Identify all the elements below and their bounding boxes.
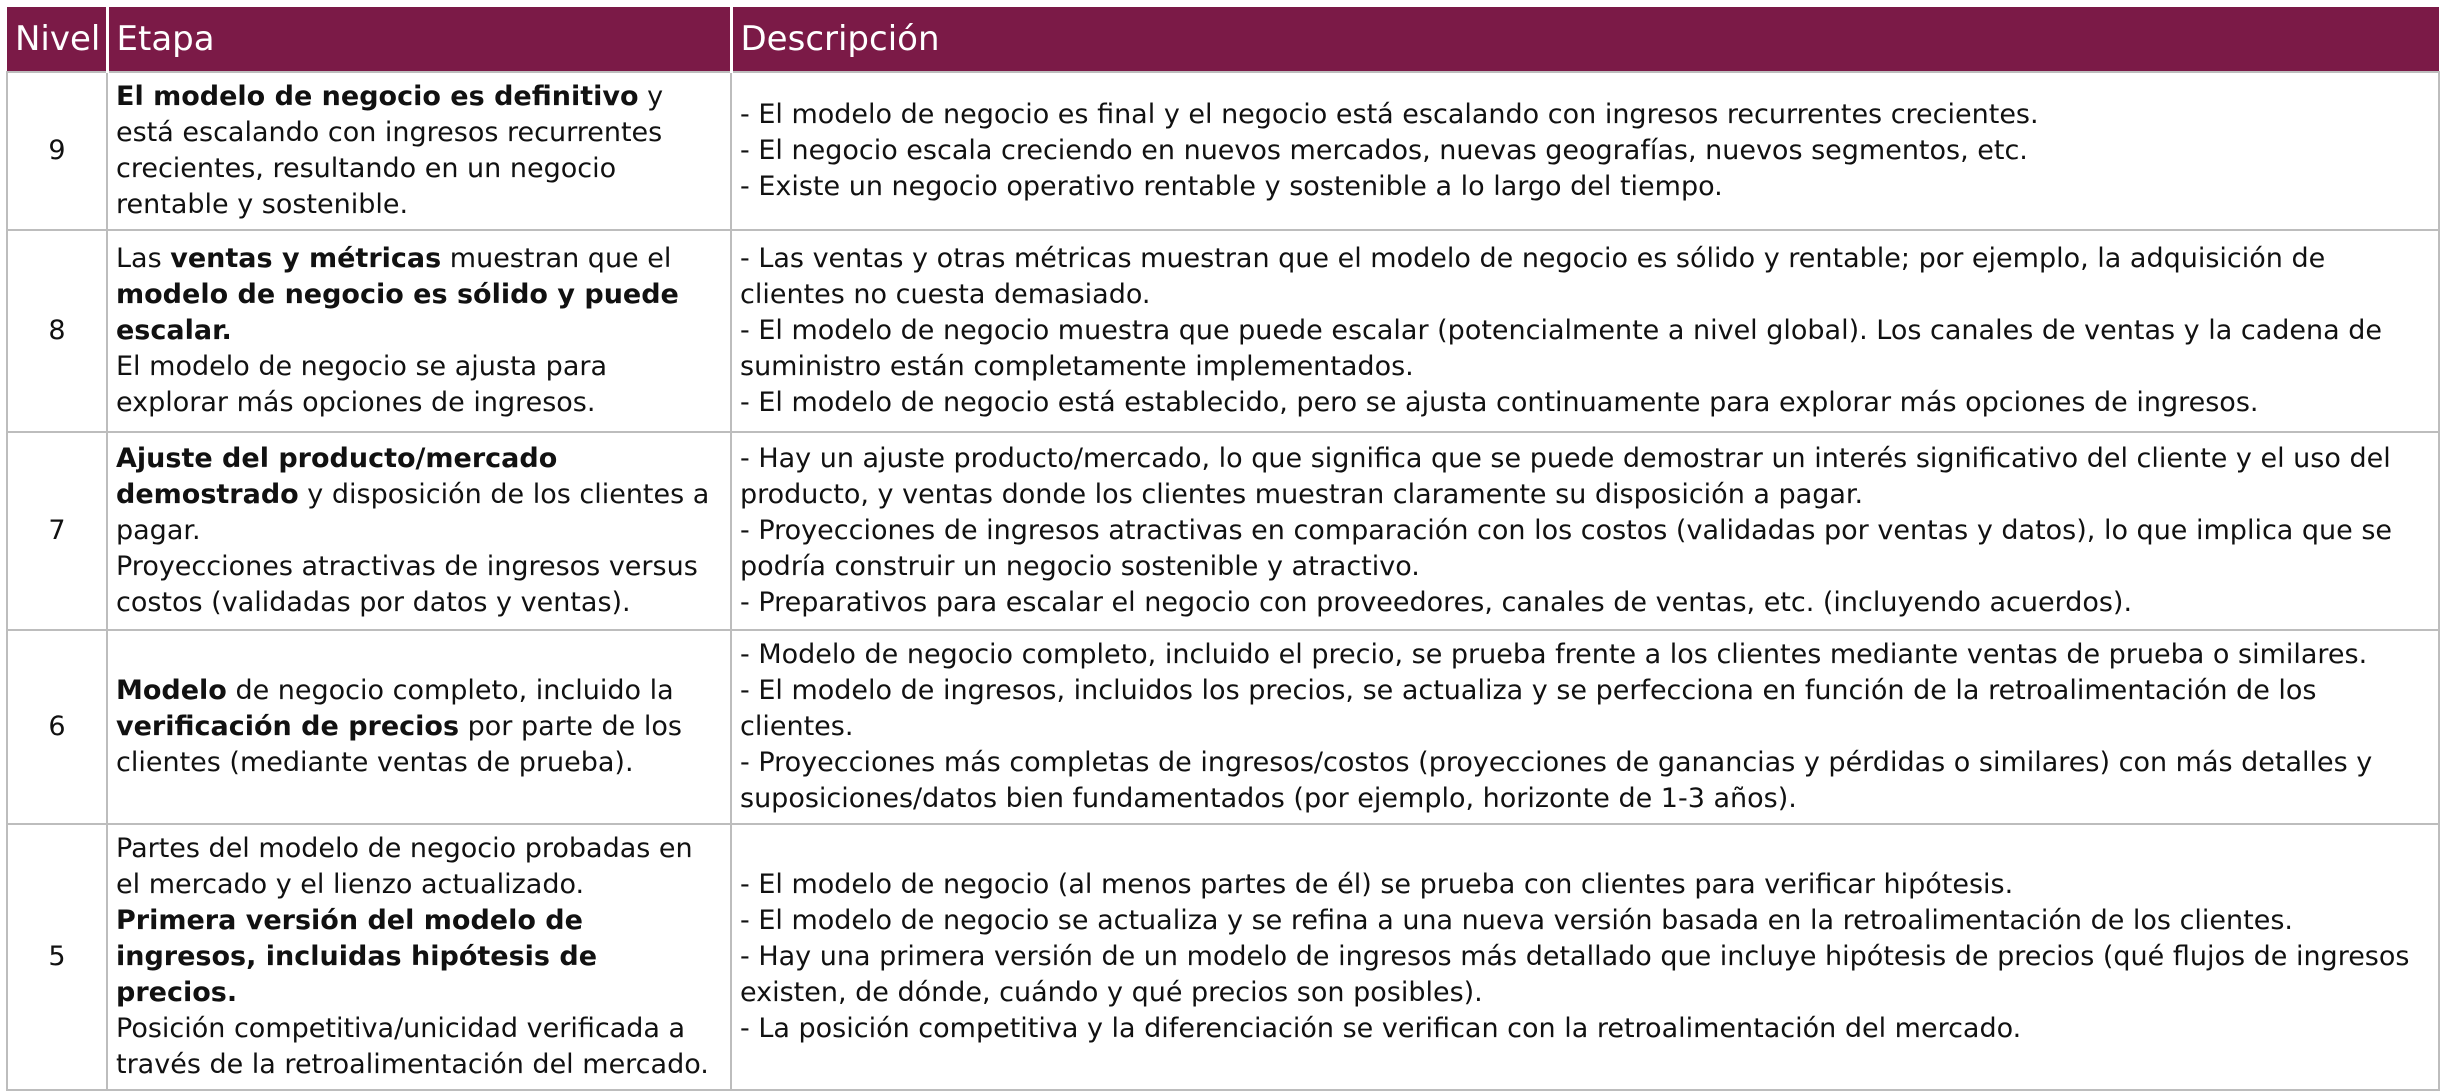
- stage-text: Posición competitiva/unicidad verificada a través de la retroalimentación del mercado.: [116, 1013, 709, 1080]
- stage-segment: [116, 831, 724, 903]
- description-cell: [731, 432, 2439, 630]
- description-cell: [731, 630, 2439, 824]
- stage-segment: [116, 1011, 724, 1083]
- stage-segment: [116, 673, 724, 709]
- stage-cell: [107, 824, 731, 1090]
- header-description: Descripción: [731, 7, 2439, 72]
- stage-text: por parte de los clientes (mediante ventas de prueba).: [116, 711, 682, 778]
- table-header-row: [7, 7, 2439, 72]
- stage-segment: [116, 241, 724, 277]
- table-row: [7, 72, 2439, 230]
- stage-cell: [107, 432, 731, 630]
- stage-text: y disposición de los clientes a pagar.: [116, 479, 710, 546]
- table-body: [7, 72, 2439, 1090]
- stage-segment: [116, 277, 724, 349]
- stage-segment: [116, 549, 724, 621]
- description-line: - La posición competitiva y la diferenciación se verifican con la retroalimentación del mercado.: [740, 1013, 2022, 1044]
- stage-segment: [116, 903, 724, 1011]
- table-row: [7, 630, 2439, 824]
- stage-bold-text: El modelo de negocio es definitivo: [116, 81, 639, 112]
- stage-text: El modelo de negocio se ajusta para explorar más opciones de ingresos.: [116, 351, 608, 418]
- stage-segment: [116, 709, 724, 781]
- stage-cell: [107, 72, 731, 230]
- stage-text: muestran que el: [441, 243, 672, 274]
- description-line: - El modelo de negocio se actualiza y se refina a una nueva versión basada en la retroalimentación de los clientes.: [740, 905, 2294, 936]
- stage-bold-text: Ajuste del producto/mercado demostrado: [116, 443, 558, 510]
- description-line: - El modelo de ingresos, incluidos los precios, se actualiza y se perfecciona en función de la retroalimentación de los clientes.: [740, 675, 2317, 742]
- table-row: [7, 432, 2439, 630]
- description-line: - El modelo de negocio muestra que puede escalar (potencialmente a nivel global). Los canales de ventas y la cadena de suministro están completamente implementados.: [740, 315, 2382, 382]
- level-cell: 8: [7, 230, 107, 432]
- stage-cell: [107, 230, 731, 432]
- stage-text: de negocio completo, incluido la: [226, 675, 674, 706]
- description-line: - Las ventas y otras métricas muestran que el modelo de negocio es sólido y rentable; por ejemplo, la adquisición de clientes no cuesta demasiado.: [740, 243, 2326, 310]
- stage-segment: [116, 79, 724, 223]
- description-line: - Hay un ajuste producto/mercado, lo que significa que se puede demostrar un interés significativo del cliente y el uso del producto, y ventas donde los clientes muestran claramente su disposición a pagar.: [740, 443, 2391, 510]
- description-cell: [731, 824, 2439, 1090]
- description-line: - El modelo de negocio es final y el negocio está escalando con ingresos recurrentes crecientes.: [740, 99, 2039, 130]
- level-cell: 7: [7, 432, 107, 630]
- stage-segment: [116, 349, 724, 421]
- business-model-readiness-table: [6, 7, 2440, 1091]
- description-cell: [731, 72, 2439, 230]
- stage-text: Partes del modelo de negocio probadas en el mercado y el lienzo actualizado.: [116, 833, 693, 900]
- stage-bold-text: modelo de negocio es sólido y puede escalar.: [116, 279, 679, 346]
- header-stage: Etapa: [107, 7, 731, 72]
- description-line: - Hay una primera versión de un modelo de ingresos más detallado que incluye hipótesis de precios (qué flujos de ingresos existen, de dónde, cuándo y qué precios son posibles).: [740, 941, 2410, 1008]
- header-level: Nivel: [7, 7, 107, 72]
- stage-bold-text: Primera versión del modelo de ingresos, incluidas hipótesis de precios.: [116, 905, 598, 1008]
- description-line: - Modelo de negocio completo, incluido el precio, se prueba frente a los clientes mediante ventas de prueba o similares.: [740, 639, 2368, 670]
- stage-cell: [107, 630, 731, 824]
- stage-text: y está escalando con ingresos recurrentes crecientes, resultando en un negocio rentable y sostenible.: [116, 81, 664, 220]
- description-line: - El modelo de negocio está establecido, pero se ajusta continuamente para explorar más opciones de ingresos.: [740, 387, 2259, 418]
- table-row: [7, 824, 2439, 1090]
- stage-bold-text: Modelo: [116, 675, 227, 706]
- level-cell: 9: [7, 72, 107, 230]
- description-line: - Existe un negocio operativo rentable y sostenible a lo largo del tiempo.: [740, 171, 1723, 202]
- description-line: - El modelo de negocio (al menos partes de él) se prueba con clientes para verificar hipótesis.: [740, 869, 2014, 900]
- level-cell: 6: [7, 630, 107, 824]
- stage-text: Proyecciones atractivas de ingresos versus costos (validadas por datos y ventas).: [116, 551, 698, 618]
- stage-text: Las: [116, 243, 171, 274]
- stage-bold-text: ventas y métricas: [170, 243, 442, 274]
- stage-segment: [116, 441, 724, 549]
- description-cell: [731, 230, 2439, 432]
- readiness-table-container: [6, 7, 2438, 1091]
- table-row: [7, 230, 2439, 432]
- stage-bold-text: verificación de precios: [116, 711, 460, 742]
- description-line: - Preparativos para escalar el negocio con proveedores, canales de ventas, etc. (incluyendo acuerdos).: [740, 587, 2133, 618]
- description-line: - Proyecciones más completas de ingresos/costos (proyecciones de ganancias y pérdidas o similares) con más detalles y suposiciones/datos bien fundamentados (por ejemplo, horizonte de 1-3 años).: [740, 747, 2373, 814]
- description-line: - Proyecciones de ingresos atractivas en comparación con los costos (validadas por ventas y datos), lo que implica que se podría construir un negocio sostenible y atractivo.: [740, 515, 2393, 582]
- level-cell: 5: [7, 824, 107, 1090]
- description-line: - El negocio escala creciendo en nuevos mercados, nuevas geografías, nuevos segmentos, etc.: [740, 135, 2028, 166]
